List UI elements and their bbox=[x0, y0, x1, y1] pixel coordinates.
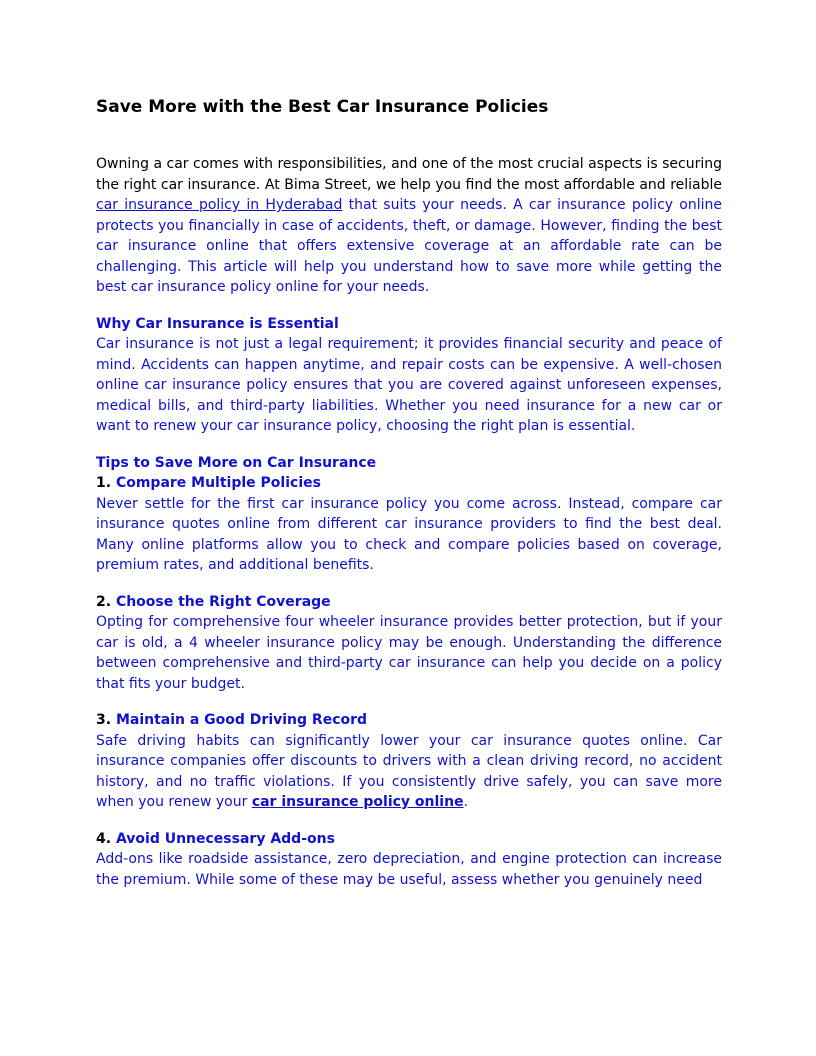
intro-paragraph bbox=[96, 154, 722, 298]
tip-title-text: Maintain a Good Driving Record bbox=[115, 712, 368, 728]
tip-number: 3. bbox=[96, 712, 112, 728]
tip-compare-multiple-policies bbox=[96, 473, 722, 576]
tip-body bbox=[96, 731, 722, 813]
tip-title-line bbox=[96, 592, 722, 613]
heading-why-car-insurance-essential: Why Car Insurance is Essential bbox=[96, 315, 339, 332]
tip-body: Add-ons like roadside assistance, zero depreciation, and engine protection can increase the premium. While some of these may be useful, assess whether you genuinely need bbox=[96, 851, 722, 888]
tip-maintain-good-driving-record bbox=[96, 710, 722, 813]
tip-title-text: Choose the Right Coverage bbox=[115, 593, 331, 610]
tip-body: Never settle for the first car insurance policy you come across. Instead, compare car insurance quotes online from different car insurance providers to find the best deal. Many online platforms allow you to check and compare policies based on coverage, premium rates, and additional benefits. bbox=[96, 495, 722, 573]
why-essential-body: Car insurance is not just a legal requirement; it provides financial security and peace of mind. Accidents can happen anytime, and repair costs can be expensive. A well-chosen online car insurance policy ensures that you are covered against unforeseen expenses, medical bills, and third-party liabilities. Whether you need insurance for a new car or want to renew your car insurance policy, choosing the right plan is essential. bbox=[96, 336, 722, 434]
tip-choose-right-coverage bbox=[96, 592, 722, 695]
tip-title-line bbox=[96, 473, 722, 494]
tip-title-text: Avoid Unnecessary Add-ons bbox=[115, 830, 335, 847]
tip-body: Opting for comprehensive four wheeler insurance provides better protection, but if your car is old, a 4 wheeler insurance policy may be enough. Understanding the difference between comprehensive and third-party car insurance can help you decide on a policy that fits your budget. bbox=[96, 614, 722, 692]
tip-title-line bbox=[96, 829, 722, 850]
tip-title-text: Compare Multiple Policies bbox=[115, 475, 321, 491]
tip-body-before-link: Safe driving habits can significantly lower your car insurance quotes online. Car insurance companies offer discounts to drivers with a clean driving record, no accident history, and no traffic violations. If you consistently drive safely, you can save more when you renew your bbox=[96, 732, 722, 810]
renew-policy-online-link[interactable]: car insurance policy online bbox=[251, 794, 464, 810]
tip-number: 1. bbox=[96, 475, 112, 491]
tip-number: 2. bbox=[96, 593, 112, 610]
hyderabad-policy-link[interactable]: car insurance policy in Hyderabad bbox=[96, 197, 343, 213]
document-title: Save More with the Best Car Insurance Policies bbox=[96, 97, 549, 117]
tip-body-after-link: . bbox=[463, 794, 469, 810]
tip-title-line bbox=[96, 710, 722, 731]
tip-avoid-unnecessary-addons bbox=[96, 829, 722, 891]
tip-number: 4. bbox=[96, 830, 112, 847]
heading-tips-save-more: Tips to Save More on Car Insurance bbox=[96, 454, 377, 471]
intro-text-after-link: that suits your needs. A car insurance policy online protects you financially in case of accidents, theft, or damage. However, finding the best car insurance online that offers extensive coverage at an affordable rate can be challenging. This article will help you understand how to save more while getting the best car insurance policy online for your needs. bbox=[96, 197, 722, 295]
intro-text-before-link: Owning a car comes with responsibilities, and one of the most crucial aspects is securing the right car insurance. At Bima Street, we help you find the most affordable and reliable bbox=[96, 156, 722, 193]
